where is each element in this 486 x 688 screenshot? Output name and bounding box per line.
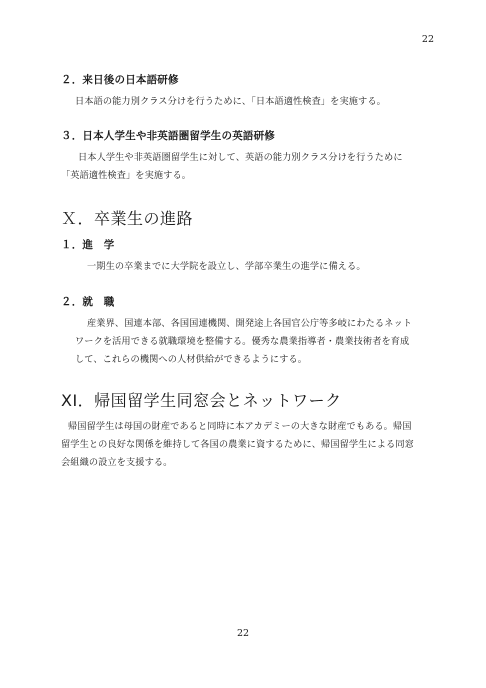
paragraph-line: 帰国留学生は母国の財産であると同時に本アカデミーの大きな財産でもある。帰国	[68, 421, 412, 432]
paragraph-line: 日本人学生や非英語圏留学生に対して、英語の能力別クラス分けを行うために	[78, 152, 403, 163]
subsection-heading-employment: ２．就 職	[61, 296, 115, 308]
paragraph-line: 日本語の能力別クラス分けを行うために、「日本語適性検査」を実施する。	[75, 96, 386, 107]
page-number-top: 22	[421, 34, 434, 45]
paragraph-line: 会組織の設立を支援する。	[61, 457, 173, 468]
subsection-heading-further-study: １．進 学	[61, 239, 115, 251]
page-number-bottom: 22	[236, 628, 250, 639]
paragraph-line: 留学生との良好な関係を維持して各国の農業に資するために、帰国留学生による同窓	[61, 439, 414, 450]
paragraph-line: 一期生の卒業までに大学院を設立し、学部卒業生の進学に備える。	[87, 261, 366, 272]
section-heading-japanese-training: ２．来日後の日本語研修	[61, 74, 179, 86]
paragraph-line: 「英語適性検査」を実施する。	[61, 170, 192, 181]
chapter-heading-graduates: Ｘ．卒業生の進路	[61, 209, 194, 228]
paragraph-line: 産業界、国連本部、各国国連機関、開発途上各国官公庁等多岐にわたるネット	[87, 318, 413, 329]
section-heading-english-training: ３．日本人学生や非英語圏留学生の英語研修	[61, 130, 275, 142]
paragraph-line: して、これらの機関への人材供給ができるようにする。	[75, 354, 308, 365]
paragraph-line: ワークを活用できる就職環境を整備する。優秀な農業指導者・農業技術者を育成	[75, 336, 410, 347]
chapter-heading-alumni: XI．帰国留学生同窓会とネットワーク	[61, 391, 342, 410]
